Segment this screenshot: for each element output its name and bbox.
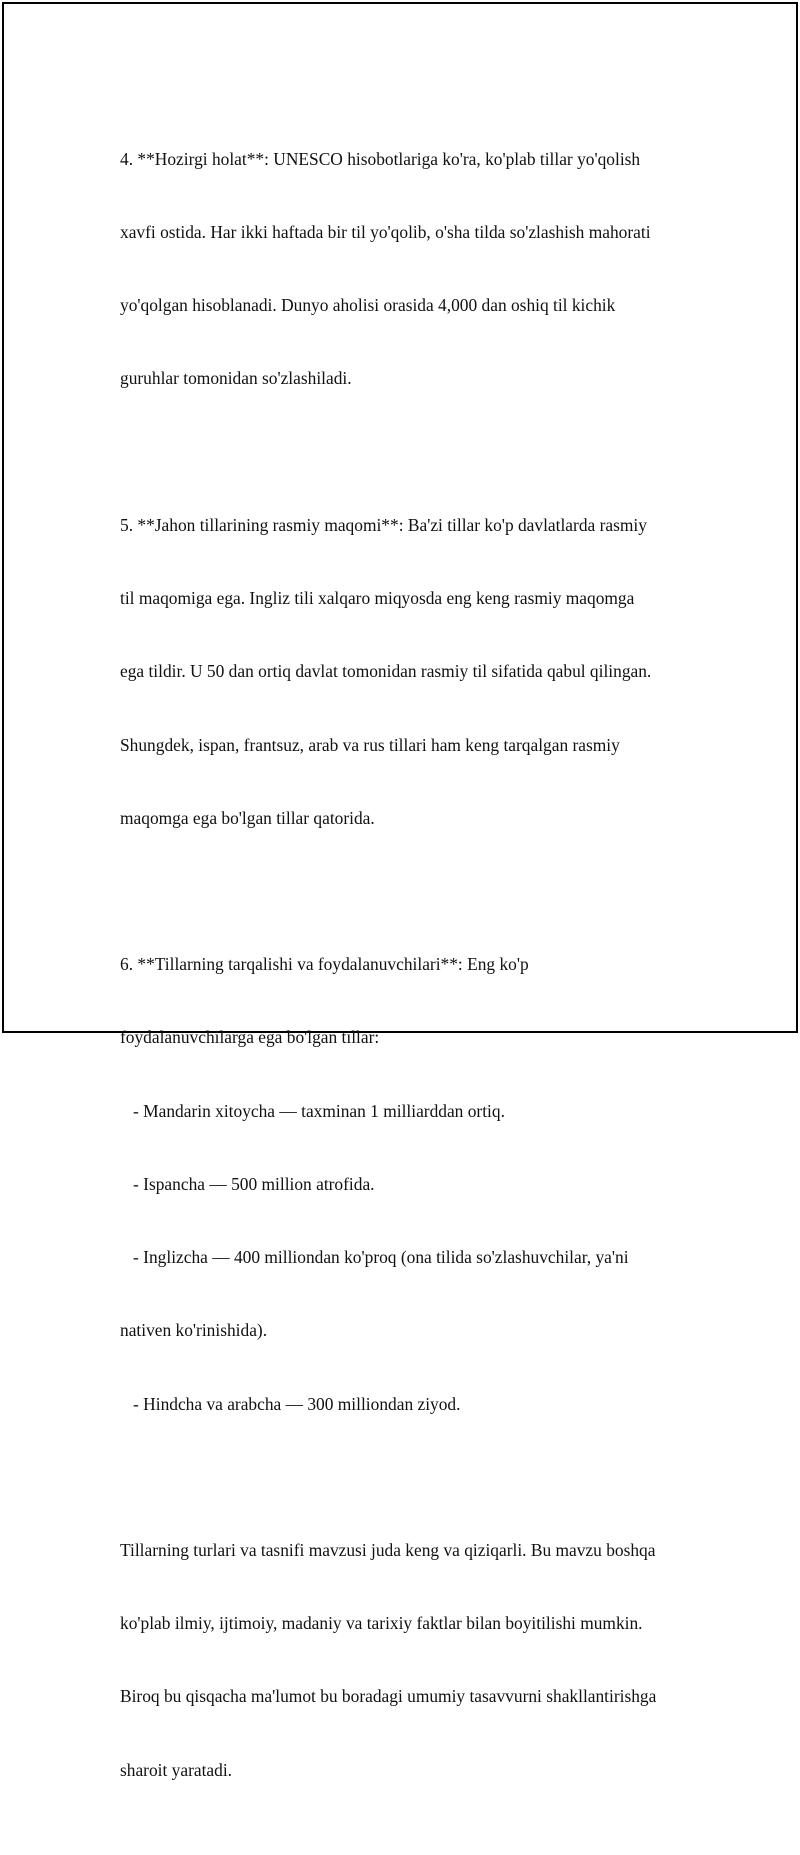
text-line: 5. **Jahon tillarining rasmiy maqomi**: Ba'zi tillar ko'p davlatlarda rasmiy bbox=[120, 514, 647, 535]
paragraph-conclusion bbox=[120, 1489, 700, 1831]
text-line: til maqomiga ega. Ingliz tili xalqaro miqyosda eng keng rasmiy maqomga bbox=[120, 588, 635, 609]
text-line: xavfi ostida. Har ikki haftada bir til yo'qolib, o'sha tilda so'zlashish mahorati bbox=[120, 222, 651, 243]
text-line: Biroq bu qisqacha ma'lumot bu boradagi umumiy tasavvurni shakllantirishga bbox=[120, 1686, 657, 1707]
text-line: nativen ko'rinishida). bbox=[120, 1320, 268, 1341]
document-body bbox=[120, 98, 700, 1855]
text-line: ega tildir. U 50 dan ortiq davlat tomonidan rasmiy til sifatida qabul qilingan. bbox=[120, 661, 652, 682]
text-line: yo'qolgan hisoblanadi. Dunyo aholisi orasida 4,000 dan oshiq til kichik bbox=[120, 295, 616, 316]
text-line: Tillarning turlari va tasnifi mavzusi juda keng va qiziqarli. Bu mavzu boshqa bbox=[120, 1539, 656, 1560]
paragraph-language-distribution bbox=[120, 903, 700, 1464]
document-page bbox=[2, 2, 798, 1780]
text-line: maqomga ega bo'lgan tillar qatorida. bbox=[120, 807, 375, 828]
list-item: - Ispancha — 500 million atrofida. bbox=[120, 1173, 375, 1194]
text-line: sharoit yaratadi. bbox=[120, 1759, 233, 1780]
list-item: - Inglizcha — 400 milliondan ko'proq (ona tilida so'zlashuvchilar, ya'ni bbox=[120, 1247, 629, 1268]
text-line: guruhlar tomonidan so'zlashiladi. bbox=[120, 368, 352, 389]
text-line: 4. **Hozirgi holat**: UNESCO hisobotlariga ko'ra, ko'plab tillar yo'qolish bbox=[120, 148, 641, 169]
text-line: 6. **Tillarning tarqalishi va foydalanuvchilari**: Eng ko'p bbox=[120, 954, 529, 975]
text-line: Shungdek, ispan, frantsuz, arab va rus tillari ham keng tarqalgan rasmiy bbox=[120, 734, 620, 755]
text-line: foydalanuvchilarga ega bo'lgan tillar: bbox=[120, 1027, 380, 1048]
paragraph-current-status bbox=[120, 98, 700, 440]
text-line: ko'plab ilmiy, ijtimoiy, madaniy va tarixiy faktlar bilan boyitilishi mumkin. bbox=[120, 1613, 643, 1634]
list-item: - Mandarin xitoycha — taxminan 1 milliarddan ortiq. bbox=[120, 1100, 505, 1121]
list-item: - Hindcha va arabcha — 300 milliondan ziyod. bbox=[120, 1393, 461, 1414]
paragraph-official-status bbox=[120, 464, 700, 879]
